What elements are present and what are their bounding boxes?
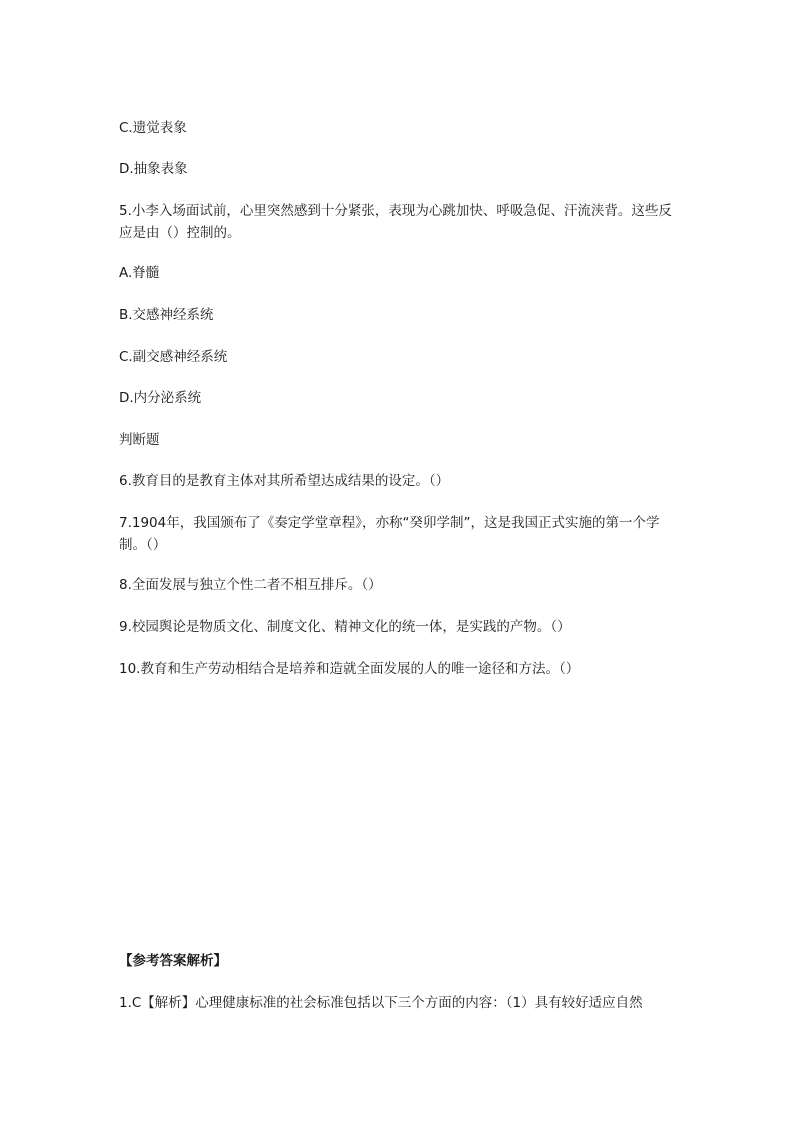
question-6: 6.教育目的是教育主体对其所希望达成结果的设定。（） — [119, 473, 450, 489]
section-title: 判断题 — [119, 432, 160, 448]
question-5-option-b: B.交感神经系统 — [119, 307, 214, 323]
question-7: 7.1904年，我国颁布了《奏定学堂章程》，亦称“癸卯学制”，这是我国正式实施的第一个学制。（） — [119, 515, 660, 553]
question-5-option-a: A.脊髓 — [119, 265, 160, 281]
question-9: 9.校园舆论是物质文化、制度文化、精神文化的统一体，是实践的产物。（） — [119, 619, 571, 635]
question-5-stem: 5.小李入场面试前，心里突然感到十分紧张，表现为心跳加快、呼吸急促、汗流浃背。这些反应是由（）控制的。 — [119, 203, 672, 241]
question-5-option-d: D.内分泌系统 — [119, 390, 202, 406]
option-c-prev: C.遗觉表象 — [119, 120, 187, 136]
answer-1: 1.C【解析】心理健康标准的社会标准包括以下三个方面的内容：（1）具有较好适应自然 — [119, 995, 643, 1011]
question-5-option-c: C.副交感神经系统 — [119, 349, 228, 365]
question-10: 10.教育和生产劳动相结合是培养和造就全面发展的人的唯一途径和方法。（） — [119, 661, 580, 677]
option-d-prev: D.抽象表象 — [119, 161, 188, 177]
answers-title: 【参考答案解析】 — [119, 953, 227, 969]
question-8: 8.全面发展与独立个性二者不相互排斥。（） — [119, 577, 382, 593]
